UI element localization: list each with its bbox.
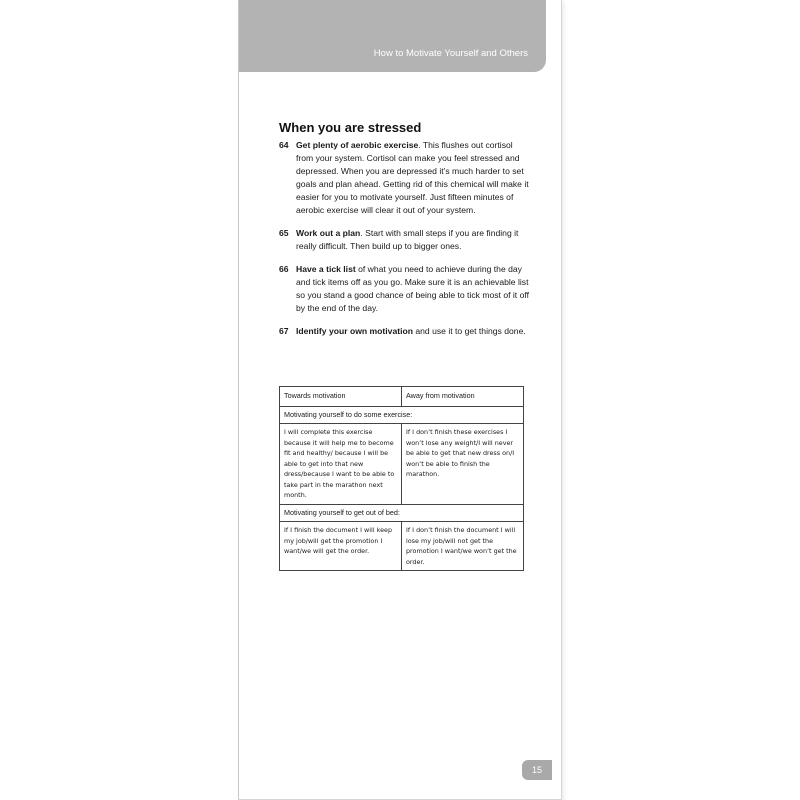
group-label-bed: Motivating yourself to get out of bed:: [280, 504, 524, 522]
running-header-title: How to Motivate Yourself and Others: [373, 48, 528, 59]
motivation-table: [279, 386, 524, 571]
towards-cell: I will complete this exercise because it will help me to become fit and healthy/ because I will be able to get into that new dress/because I want to be able to take part in the marathon next month.: [280, 424, 402, 505]
table-header-row: [280, 387, 524, 407]
tip-heading: Identify your own motivation: [296, 326, 413, 336]
tip-body: [296, 325, 529, 338]
tip-number: 65: [279, 228, 289, 238]
table-group-row: [280, 504, 524, 522]
content: [279, 120, 529, 348]
tip-66: [279, 263, 529, 315]
away-cell: If I don’t finish the document I will lose my job/will not get the promotion I want/we won’t get the order.: [402, 522, 524, 571]
section-title: When you are stressed: [279, 120, 422, 135]
table-row: [280, 522, 524, 571]
tip-body: [296, 139, 529, 217]
tip-number: 64: [279, 140, 289, 150]
group-label-exercise: Motivating yourself to do some exercise:: [280, 406, 524, 424]
table-row: [280, 424, 524, 505]
tip-text: of what you need to achieve during the day and tick items off as you go. Make sure it is an achievable list so you stand a good chance of being able to tick most of it off by the end of the day.: [296, 264, 529, 313]
column-header-towards: Towards motivation: [280, 387, 402, 407]
tip-64: [279, 139, 529, 217]
tip-body: [296, 227, 529, 253]
tip-body: [296, 263, 529, 315]
tip-heading: Have a tick list: [296, 264, 356, 274]
away-cell: If I don’t finish these exercises I won’t lose any weight/I will never be able to get that new dress on/I won’t be able to finish the marathon.: [402, 424, 524, 505]
page-number-tab: 15: [522, 760, 552, 780]
tip-text: and use it to get things done.: [412, 326, 526, 336]
column-header-away: Away from motivation: [402, 387, 524, 407]
tip-text: . This flushes out cortisol from your system. Cortisol can make you feel stressed and depressed. When you are depressed it’s much harder to set goals and plan ahead. Getting rid of this chemical will make it easier for you to motivate yourself. Just fifteen minutes of aerobic exercise will clear it out of your system.: [296, 140, 529, 215]
table-group-row: [280, 406, 524, 424]
header-band: [239, 0, 546, 72]
tip-number: 67: [279, 326, 289, 336]
tip-heading: Work out a plan: [296, 228, 361, 238]
document-page: [238, 0, 562, 800]
tip-65: [279, 227, 529, 253]
towards-cell: If I finish the document I will keep my job/will get the promotion I want/we will get the order.: [280, 522, 402, 571]
tip-number: 66: [279, 264, 289, 274]
tip-text: . Start with small steps if you are finding it really difficult. Then build up to bigger ones.: [296, 228, 519, 251]
tip-heading: Get plenty of aerobic exercise: [296, 140, 419, 150]
tip-67: [279, 325, 529, 338]
